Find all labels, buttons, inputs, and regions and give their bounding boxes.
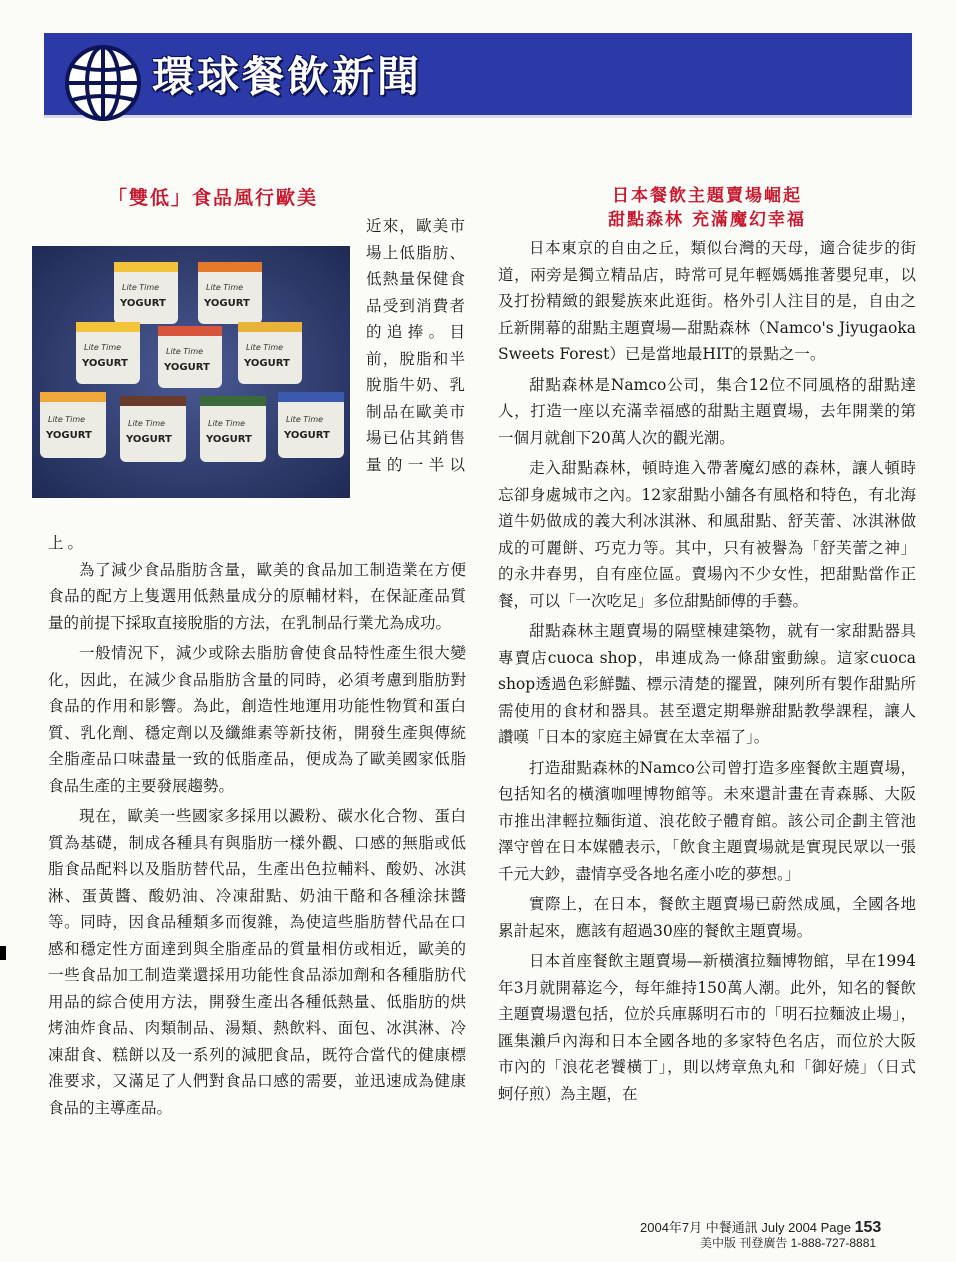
- page-number: 153: [854, 1219, 882, 1236]
- svg-text:Lite Time: Lite Time: [246, 343, 284, 352]
- svg-text:Lite Time: Lite Time: [48, 415, 86, 424]
- page-title: 環球餐飲新聞: [152, 52, 423, 101]
- left-lead-text: 近來，歐美市場上低脂肪、低熱量保健食品受到消費者的追捧。目前，脫脂和半脫脂牛奶、乳制品在歐美市場已佔其銷售量的一半以: [366, 217, 466, 474]
- right-paragraph: 實際上，在日本，餐飲主題賣場已蔚然成風，全國各地累計起來，應該有超過30座的餐飲主題賣場。: [498, 895, 916, 940]
- right-paragraph: 走入甜點森林，頓時進入帶著魔幻感的森林，讓人頓時忘卻身處城市之內。12家甜點小舖各有風格和特色，有北海道牛奶做成的義大利冰淇淋、和風甜點、舒芙蕾、冰淇淋做成的可麗餅、巧克力等。其中，只有被譽為「舒芙蕾之神」的永井春男，自有座位區。賣場內不少女性，把甜點當作正餐，可以「一次吃足」多位甜點師傅的手藝。: [498, 459, 916, 610]
- svg-text:Lite Time: Lite Time: [122, 283, 160, 292]
- right-paragraph: 甜點森林是Namco公司，集合12位不同風格的甜點達人，打造一座以充滿幸福感的甜點主題賣場，去年開業的第一個月就創下20萬人次的觀光潮。: [498, 375, 916, 447]
- yogurt-photo: [32, 246, 350, 498]
- left-article: [48, 185, 466, 211]
- svg-text:YOGURT: YOGURT: [46, 430, 92, 441]
- left-paragraph: 一般情況下，減少或除去脂肪會使食品特性產生很大變化，因此，在減少食品脂肪含量的同時，必須考慮到脂肪對食品的作用和影響。為此，創造性地運用功能性物質和蛋白質、乳化劑、穩定劑以及纖維素等新技術，開發生產與傳統全脂產品口味盡量一致的低脂產品，便成為了歐美國家低脂食品生產的主要發展趨勢。: [48, 644, 466, 795]
- svg-text:YOGURT: YOGURT: [126, 434, 172, 445]
- svg-text:YOGURT: YOGURT: [120, 298, 166, 309]
- globe-icon: [62, 42, 144, 124]
- right-paragraph: 打造甜點森林的Namco公司曾打造多座餐飲主題賣場，包括知名的橫濱咖哩博物館等。未來還計畫在青森縣、大阪市推出津輕拉麵街道、浪花餃子體育館。該公司企劃主管池澤守曾在日本媒體表示，「飲食主題賣場就是實現民眾以一張千元大鈔，盡情享受各地名產小吃的夢想。」: [498, 758, 916, 883]
- svg-text:Lite Time: Lite Time: [206, 283, 244, 292]
- svg-text:YOGURT: YOGURT: [82, 358, 128, 369]
- svg-text:Lite Time: Lite Time: [84, 343, 122, 352]
- left-body: [48, 530, 466, 1121]
- right-article: [498, 185, 916, 1107]
- svg-text:YOGURT: YOGURT: [284, 430, 330, 441]
- right-headline-line1: 日本餐飲主題賣場崛起: [612, 186, 802, 206]
- left-paragraph: 為了減少食品脂肪含量，歐美的食品加工制造業在方便食品的配方上隻選用低熱量成分的原輔材料，在保証產品質量的前提下採取直接脫脂的方法，在乳制品行業尤為成功。: [48, 560, 466, 632]
- right-paragraph: 日本東京的自由之丘，類似台灣的天母，適合徒步的街道，兩旁是獨立精品店，時常可見年輕媽媽推著嬰兒車，以及打扮精緻的銀髮族來此逛街。格外引人注目的是，自由之丘新開幕的甜點主題賣場—甜點森林（Namco's Jiyugaoka Sweets Forest）已是當地最HIT的景點之一。: [498, 239, 916, 363]
- left-headline: 「雙低」食品風行歐美: [107, 187, 318, 209]
- right-paragraph: 甜點森林主題賣場的隔壁棟建築物，就有一家甜點器具專賣店cuoca shop，串連成為一條甜蜜動線。這家cuoca shop透過色彩鮮豔、標示清楚的擺置，陳列所有製作甜點所需使用的食材和器具。甚至還定期舉辦甜點教學課程，讓人讚嘆「日本的家庭主婦實在太幸福了」。: [498, 622, 916, 746]
- right-paragraph: 日本首座餐飲主題賣場—新橫濱拉麵博物館，早在1994年3月就開幕迄今，每年維持150萬人潮。此外，知名的餐飲主題賣場還包括，位於兵庫縣明石市的「明石拉麵波止場」，匯集瀨戶內海和日本全國各地的多家特色名店，而位於大阪市內的「浪花老饕橫丁」，則以烤章魚丸和「御好燒」（日式蚵仔煎）為主題，在: [498, 952, 916, 1103]
- svg-text:YOGURT: YOGURT: [244, 358, 290, 369]
- margin-mark: [0, 946, 6, 960]
- banner-underline: [44, 115, 912, 118]
- footer-line-2: 美中版 刊登廣告 1-888-727-8881: [700, 1236, 877, 1250]
- svg-text:YOGURT: YOGURT: [204, 298, 250, 309]
- svg-text:Lite Time: Lite Time: [128, 419, 166, 428]
- svg-text:YOGURT: YOGURT: [206, 434, 252, 445]
- left-lead-end: 上。: [48, 534, 88, 552]
- svg-text:Lite Time: Lite Time: [208, 419, 246, 428]
- footer-date-issue: 2004年7月 中餐通訊 July 2004 Page: [640, 1220, 851, 1235]
- left-paragraph: 現在，歐美一些國家多採用以澱粉、碳水化合物、蛋白質為基礎，制成各種具有與脂肪一樣外觀、口感的無脂或低脂食品配料以及脂肪替代品，生產出色拉輔料、酸奶、冰淇淋、蛋黃醬、酸奶油、冷凍甜點、奶油干酪和各種涂抹醬等。同時，因食品種類多而復雜，為使這些脂肪替代品在口感和穩定性方面達到與全脂產品的質量相仿或相近，歐美的一些食品加工制造業還採用功能性食品添加劑和各種脂肪代用品的綜合使用方法，開發生產出各種低熱量、低脂肪的烘烤油炸食品、肉類制品、湯類、熱飲料、面包、冰淇淋、冷凍甜食、糕餅以及一系列的減肥食品，既符合當代的健康標准要求，又滿足了人們對食品口感的需要，並迅速成為健康食品的主導產品。: [48, 807, 466, 1117]
- right-headline-line2: 甜點森林 充滿魔幻幸福: [608, 210, 806, 230]
- svg-text:Lite Time: Lite Time: [166, 347, 204, 356]
- svg-text:Lite Time: Lite Time: [286, 415, 324, 424]
- svg-text:YOGURT: YOGURT: [164, 362, 210, 373]
